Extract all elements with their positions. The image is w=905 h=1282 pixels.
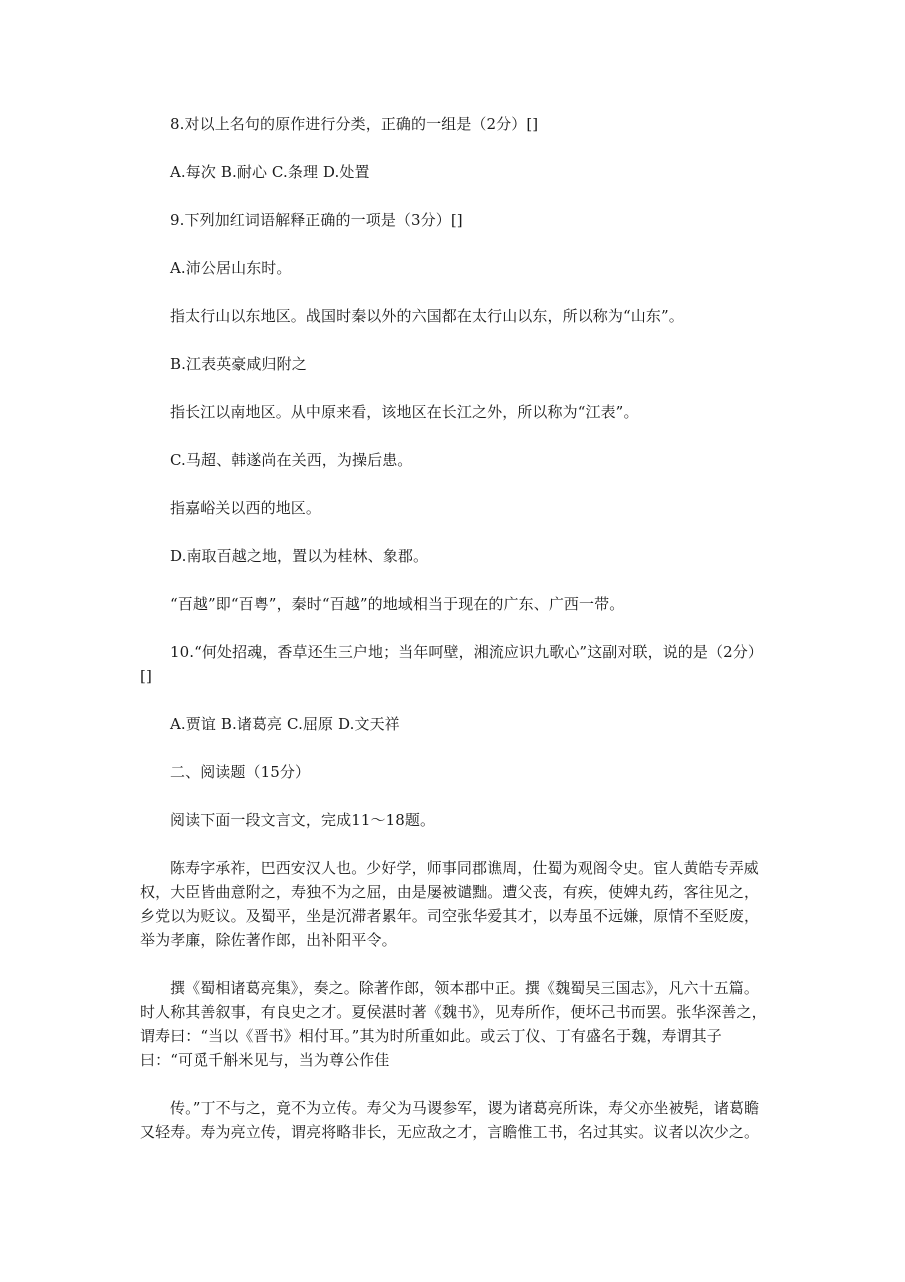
section-heading-reading: 二、阅读题（15分） bbox=[170, 763, 311, 781]
passage-paragraph-2: 撰《蜀相诸葛亮集》，奏之。除著作郎，领本郡中正。撰《魏蜀吴三国志》，凡六十五篇。时人称其善叙事，有良史之才。夏侯湛时著《魏书》，见寿所作，便坏己书而罢。张华深善之，谓寿曰：“当以《晋书》相付耳。”其为时所重如此。或云丁仪、丁有盛名于魏，寿谓其子曰：“可觅千斛米见与，当为尊公作佳 bbox=[140, 979, 767, 1069]
reading-instruction: 阅读下面一段文言文，完成11～18题。 bbox=[170, 811, 436, 829]
document-page bbox=[140, 112, 768, 1144]
question-9-option-c: C.马超、韩遂尚在关西，为操后患。 bbox=[170, 451, 413, 469]
question-9-option-d: D.南取百越之地，置以为桂林、象郡。 bbox=[170, 547, 429, 565]
question-9-option-a-explanation: 指太行山以东地区。战国时秦以外的六国都在太行山以东，所以称为“山东”。 bbox=[170, 307, 684, 325]
passage-paragraph-1: 陈寿字承祚，巴西安汉人也。少好学，师事同郡谯周，仕蜀为观阁令史。宦人黄皓专弄威权，大臣皆曲意附之，寿独不为之屈，由是屡被谴黜。遭父丧，有疾，使婢丸药，客往见之，乡党以为贬议。及蜀平，坐是沉滞者累年。司空张华爱其才，以寿虽不远嫌，原情不至贬废，举为孝廉，除佐著作郎，出补阳平令。 bbox=[140, 859, 760, 949]
question-8-options: A.每次 B.耐心 C.条理 D.处置 bbox=[170, 163, 370, 181]
question-9-option-d-explanation: “百越”即“百粤”，秦时“百越”的地域相当于现在的广东、广西一带。 bbox=[170, 595, 625, 613]
question-9-option-b-explanation: 指长江以南地区。从中原来看，该地区在长江之外，所以称为“江表”。 bbox=[170, 403, 639, 421]
question-9-option-a: A.沛公居山东时。 bbox=[170, 259, 292, 277]
passage-paragraph-3: 传。”丁不与之，竟不为立传。寿父为马谡参军，谡为诸葛亮所诛，寿父亦坐被髡，诸葛瞻又轻寿。寿为亮立传，谓亮将略非长，无应敌之才，言瞻惟工书，名过其实。议者以次少之。 bbox=[140, 1099, 760, 1141]
question-9: 9.下列加红词语解释正确的一项是（3分）[] bbox=[170, 211, 463, 229]
question-8: 8.对以上名句的原作进行分类，正确的一组是（2分）[] bbox=[170, 115, 539, 133]
question-10-options: A.贾谊 B.诸葛亮 C.屈原 D.文天祥 bbox=[170, 715, 400, 733]
question-10: 10.“何处招魂，香草还生三户地；当年呵壁，湘流应识九歌心”这副对联，说的是（2分）[] bbox=[140, 643, 763, 685]
question-9-option-c-explanation: 指嘉峪关以西的地区。 bbox=[170, 499, 322, 517]
question-9-option-b: B.江表英豪咸归附之 bbox=[170, 355, 307, 373]
